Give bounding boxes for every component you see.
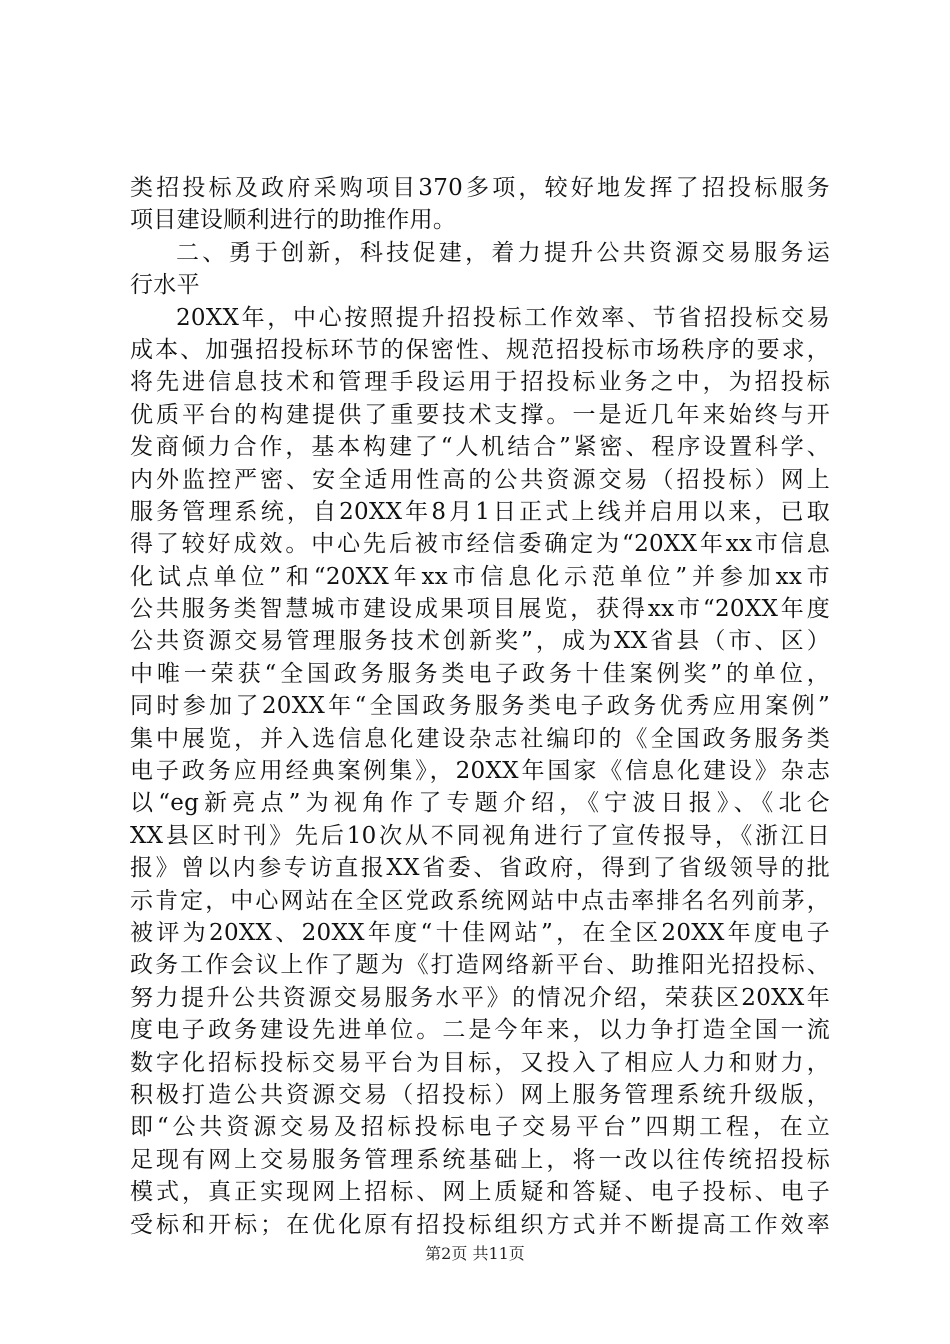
text-line: 将先进信息技术和管理手段运用于招投标业务之中，为招投标 — [130, 369, 830, 396]
text-line: 行水平 — [130, 272, 200, 299]
text-line: 努力提升公共资源交易服务水平》的情况介绍，荣获区20XX年 — [130, 984, 830, 1011]
text-line: 受标和开标；在优化原有招投标组织方式并不断提高工作效率 — [130, 1211, 830, 1238]
text-line: 集中展览，并入选信息化建设杂志社编印的《全国政务服务类 — [130, 725, 830, 752]
text-line: 示肯定，中心网站在全区党政系统网站中点击率排名名列前茅， — [130, 887, 830, 914]
text-line: 中唯一荣获“全国政务服务类电子政务十佳案例奖”的单位， — [130, 660, 830, 687]
text-line: 足现有网上交易服务管理系统基础上，将一改以往传统招投标 — [130, 1146, 830, 1173]
text-line: XX县区时刊》先后10次从不同视角进行了宣传报导，《浙江日 — [130, 822, 830, 849]
text-line: 积极打造公共资源交易（招投标）网上服务管理系统升级版， — [130, 1081, 830, 1108]
text-line: 度电子政务建设先进单位。二是今年来，以力争打造全国一流 — [130, 1017, 830, 1044]
text-line: 得了较好成效。中心先后被市经信委确定为“20XX年xx市信息 — [130, 531, 830, 558]
text-line: 项目建设顺利进行的助推作用。 — [130, 207, 457, 234]
text-line: 报》曾以内参专访直报XX省委、省政府，得到了省级领导的批 — [130, 855, 830, 882]
text-line: 被评为20XX、20XX年度“十佳网站”，在全区20XX年度电子 — [130, 919, 830, 946]
text-line: 优质平台的构建提供了重要技术支撑。一是近几年来始终与开 — [130, 401, 830, 428]
text-line: 发商倾力合作，基本构建了“人机结合”紧密、程序设置科学、 — [130, 434, 830, 461]
text-line: 政务工作会议上作了题为《打造网络新平台、助推阳光招投标、 — [130, 952, 830, 979]
text-line: 服务管理系统，自20XX年8月1日正式上线并启用以来，已取 — [130, 498, 830, 525]
body-text — [130, 172, 830, 1241]
text-line: 二、勇于创新，科技促建，着力提升公共资源交易服务运 — [176, 239, 830, 266]
text-line: 20XX年，中心按照提升招投标工作效率、节省招投标交易 — [176, 304, 830, 331]
text-line: 公共服务类智慧城市建设成果项目展览，获得xx市“20XX年度 — [130, 596, 830, 623]
text-line: 类招投标及政府采购项目370多项，较好地发挥了招投标服务 — [130, 175, 830, 201]
text-line: 模式，真正实现网上招标、网上质疑和答疑、电子投标、电子 — [130, 1179, 830, 1206]
text-line: 内外监控严密、安全适用性高的公共资源交易（招投标）网上 — [130, 466, 830, 493]
text-line: 即“公共资源交易及招标投标电子交易平台”四期工程，在立 — [130, 1114, 830, 1141]
text-line: 公共资源交易管理服务技术创新奖”，成为XX省县（市、区） — [130, 628, 830, 655]
text-line: 电子政务应用经典案例集》，20XX年国家《信息化建设》杂志 — [130, 758, 830, 785]
text-line: 成本、加强招投标环节的保密性、规范招投标市场秩序的要求， — [130, 336, 830, 363]
text-line: 以“eg新亮点”为视角作了专题介绍，《宁波日报》、《北仑 — [130, 790, 830, 817]
text-line: 数字化招标投标交易平台为目标，又投入了相应人力和财力， — [130, 1049, 830, 1076]
text-line: 同时参加了20XX年“全国政务服务类电子政务优秀应用案例” — [130, 693, 830, 720]
page-footer: 第2页 共11页 — [425, 1244, 525, 1263]
text-line: 化试点单位”和“20XX年xx市信息化示范单位”并参加xx市 — [130, 563, 830, 590]
